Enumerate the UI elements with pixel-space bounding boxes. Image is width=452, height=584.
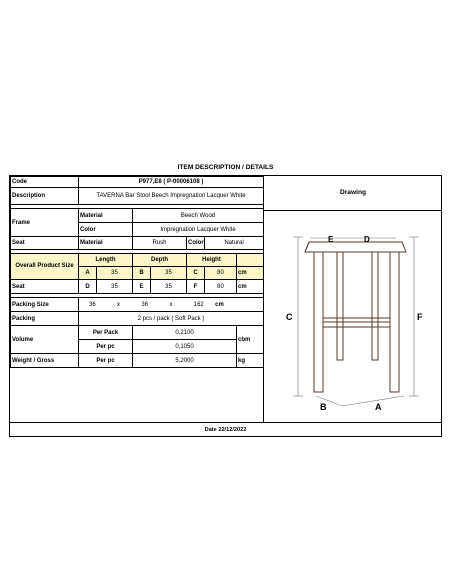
date-footer: Date 22/12/2022 [10, 422, 441, 437]
dim-f-marker: F [417, 312, 423, 322]
frame-material-label: Material [79, 209, 133, 223]
weight-per-pc-label: Per pc [79, 354, 133, 368]
dim-f-value: 80 [205, 280, 237, 294]
document-title: ITEM DESCRIPTION / DETAILS [177, 164, 274, 171]
packing-size-unit: cm [215, 301, 224, 308]
packing-x1: x [117, 301, 121, 308]
description-value: TAVERNA Bar Stool Beech Impregnation Lacquer White [79, 188, 264, 205]
volume-per-pc-value: 0,1050 [133, 340, 237, 354]
weight-unit: kg [237, 354, 264, 368]
leg-front-left [314, 252, 323, 392]
overall-size-label: Overall Product Size [11, 254, 79, 280]
dim-a-value: 35 [97, 267, 133, 280]
leg-back-left [337, 252, 343, 360]
dim-c-label: C [187, 267, 205, 280]
volume-per-pc-label: Per pc [79, 340, 133, 354]
stool-drawing [264, 211, 442, 421]
frame-color-label: Color [79, 223, 133, 237]
spec-box [9, 175, 442, 437]
spec-table [10, 176, 264, 368]
seat-size-unit: cm [237, 280, 264, 294]
seat-material-label: Material [79, 237, 133, 250]
code-label: Code [11, 177, 79, 188]
depth-header: Depth [133, 254, 187, 267]
dim-e-value: 35 [151, 280, 187, 294]
volume-per-pack-label: Per Pack [79, 326, 133, 340]
dim-d-label: D [79, 280, 97, 294]
description-row [11, 188, 264, 205]
frame-label: Frame [11, 209, 79, 237]
packing-x2: x [169, 301, 173, 308]
frame-color-value: Impregnation Lacquer White [133, 223, 264, 237]
volume-pack-row [11, 326, 264, 340]
overall-unit: cm [237, 267, 264, 280]
dim-a-marker: A [375, 402, 382, 412]
packing-height: 162 [193, 301, 204, 308]
seat-top [305, 242, 406, 252]
frame-material-row [11, 209, 264, 223]
volume-label: Volume [11, 326, 79, 354]
dim-c-marker: C [286, 312, 293, 322]
packing-size-label: Packing Size [11, 298, 79, 312]
seat-color-label: Color [187, 237, 205, 250]
weight-row [11, 354, 264, 368]
drawing-panel [263, 176, 442, 422]
seat-material-value: Rush [133, 237, 187, 250]
seat-size-label: Seat [11, 280, 79, 294]
packing-size-row [11, 298, 264, 312]
dim-b-marker: B [320, 402, 327, 412]
dim-f-label: F [187, 280, 205, 294]
dim-e-label: E [133, 280, 151, 294]
weight-label: Weight / Gross [11, 354, 79, 368]
dim-c-value: 80 [205, 267, 237, 280]
seat-size-row [11, 280, 264, 294]
leg-front-right [390, 252, 399, 392]
code-value: P977,E8 ( P-00006108 ) [79, 177, 264, 188]
volume-unit: cbm [237, 326, 264, 354]
description-label: Description [11, 188, 79, 205]
overall-header-row [11, 254, 264, 267]
packing-label: Packing [11, 312, 79, 326]
seat-row [11, 237, 264, 250]
height-header: Height [187, 254, 237, 267]
volume-per-pack-value: 0,2100 [133, 326, 237, 340]
length-header: Length [79, 254, 133, 267]
frame-material-value: Beech Wood [133, 209, 264, 223]
dim-e-marker: E [328, 235, 334, 244]
dim-b-label: B [133, 267, 151, 280]
drawing-label: Drawing [264, 176, 442, 211]
packing-width: 36 [141, 301, 149, 308]
dim-a-label: A [79, 267, 97, 280]
weight-value: 5,2000 [133, 354, 237, 368]
dim-d-marker: D [364, 235, 370, 244]
leg-back-right [372, 252, 378, 360]
packing-row [11, 312, 264, 326]
seat-color-value: Natural [205, 237, 264, 250]
dim-b-value: 35 [151, 267, 187, 280]
dim-d-value: 35 [97, 280, 133, 294]
packing-length: 36 [89, 301, 96, 308]
seat-label: Seat [11, 237, 79, 250]
packing-value: 2 pcs / pack ( Soft Pack ) [79, 312, 264, 326]
code-row [11, 177, 264, 188]
